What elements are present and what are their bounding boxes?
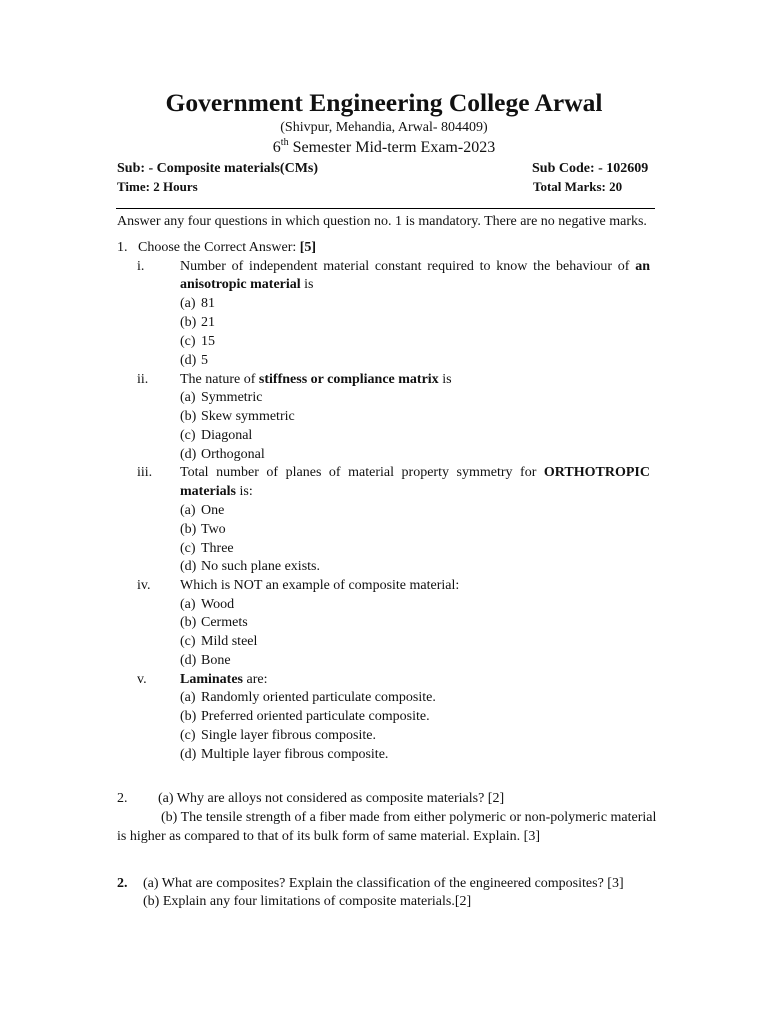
q1-part-i-roman: i. — [137, 259, 145, 274]
option-text: Preferred oriented particulate composite. — [201, 709, 430, 724]
q1-part-v-text: Laminates are: — [180, 672, 268, 687]
option-label: (a) — [180, 690, 196, 705]
option-text: Mild steel — [201, 634, 258, 649]
option-text: One — [201, 503, 225, 518]
q1-part-iii-text-cont: materials is: — [180, 484, 253, 499]
q1-part-iv-text: Which is NOT an example of composite material: — [180, 578, 460, 593]
option-text: Orthogonal — [201, 447, 265, 462]
q2-part-b-cont: is higher as compared to that of its bulk form of same material. Explain. [3] — [117, 829, 540, 844]
q1-part-iv-roman: iv. — [137, 578, 151, 593]
q1-part-ii-text: The nature of stiffness or compliance matrix is — [180, 372, 452, 387]
q1-number: 1. — [117, 240, 128, 255]
q1-part-i-text: Number of independent material constant required to know the behaviour of an — [180, 259, 650, 274]
option-label: (d) — [180, 653, 197, 668]
option-label: (a) — [180, 597, 196, 612]
q2-part-b: (b) The tensile strength of a fiber made from either polymeric or non-polymeric material — [161, 810, 657, 825]
college-title: Government Engineering College Arwal — [165, 88, 603, 117]
option-label: (d) — [180, 447, 197, 462]
option-label: (c) — [180, 541, 196, 556]
time-label: Time: 2 Hours — [117, 179, 198, 194]
option-text: 5 — [201, 353, 208, 368]
q1-part-ii-roman: ii. — [137, 372, 149, 387]
option-label: (b) — [180, 615, 197, 630]
q2-number: 2. — [117, 791, 128, 806]
option-label: (d) — [180, 559, 197, 574]
option-label: (a) — [180, 503, 196, 518]
option-text: Cermets — [201, 615, 248, 630]
option-text: Skew symmetric — [201, 409, 295, 424]
option-label: (a) — [180, 390, 196, 405]
option-text: Bone — [201, 653, 231, 668]
option-text: Symmetric — [201, 390, 263, 405]
option-text: Diagonal — [201, 428, 253, 443]
q1-part-iii-text: Total number of planes of material property symmetry for ORTHOTROPIC — [180, 465, 650, 480]
option-text: 21 — [201, 315, 215, 330]
exam-title: 6th Semester Mid-term Exam-2023 — [272, 137, 496, 156]
option-label: (c) — [180, 334, 196, 349]
option-label: (b) — [180, 522, 197, 537]
option-text: Randomly oriented particulate composite. — [201, 690, 436, 705]
option-text: Single layer fibrous composite. — [201, 728, 376, 743]
option-label: (d) — [180, 353, 197, 368]
option-text: Wood — [201, 597, 235, 612]
option-label: (a) — [180, 296, 196, 311]
sub-code: Sub Code: - 102609 — [532, 161, 649, 176]
q1-prompt: Choose the Correct Answer: [5] — [138, 240, 317, 255]
option-label: (c) — [180, 728, 196, 743]
option-label: (b) — [180, 409, 197, 424]
option-label: (c) — [180, 428, 196, 443]
option-text: 81 — [201, 296, 215, 311]
q1-part-i-text-cont: anisotropic material is — [180, 277, 314, 292]
option-text: No such plane exists. — [201, 559, 320, 574]
option-text: Three — [201, 541, 234, 556]
q2-part-a: (a) Why are alloys not considered as composite materials? [2] — [158, 791, 505, 806]
total-marks: Total Marks: 20 — [533, 179, 623, 194]
q3-number: 2. — [117, 876, 128, 891]
q3-part-b: (b) Explain any four limitations of composite materials.[2] — [143, 894, 472, 909]
instructions: Answer any four questions in which question no. 1 is mandatory. There are no negative marks. — [117, 214, 647, 229]
option-text: Multiple layer fibrous composite. — [201, 747, 389, 762]
subject-label: Sub: - Composite materials(CMs) — [117, 161, 319, 176]
option-text: Two — [201, 522, 226, 537]
option-label: (b) — [180, 709, 197, 724]
q1-part-v-roman: v. — [137, 672, 147, 687]
header-divider — [116, 208, 655, 209]
q3-part-a: (a) What are composites? Explain the classification of the engineered composites? [3] — [143, 876, 624, 891]
college-address: (Shivpur, Mehandia, Arwal- 804409) — [280, 120, 488, 135]
option-label: (b) — [180, 315, 197, 330]
q1-part-iii-roman: iii. — [137, 465, 153, 480]
option-label: (c) — [180, 634, 196, 649]
option-label: (d) — [180, 747, 197, 762]
option-text: 15 — [201, 334, 215, 349]
